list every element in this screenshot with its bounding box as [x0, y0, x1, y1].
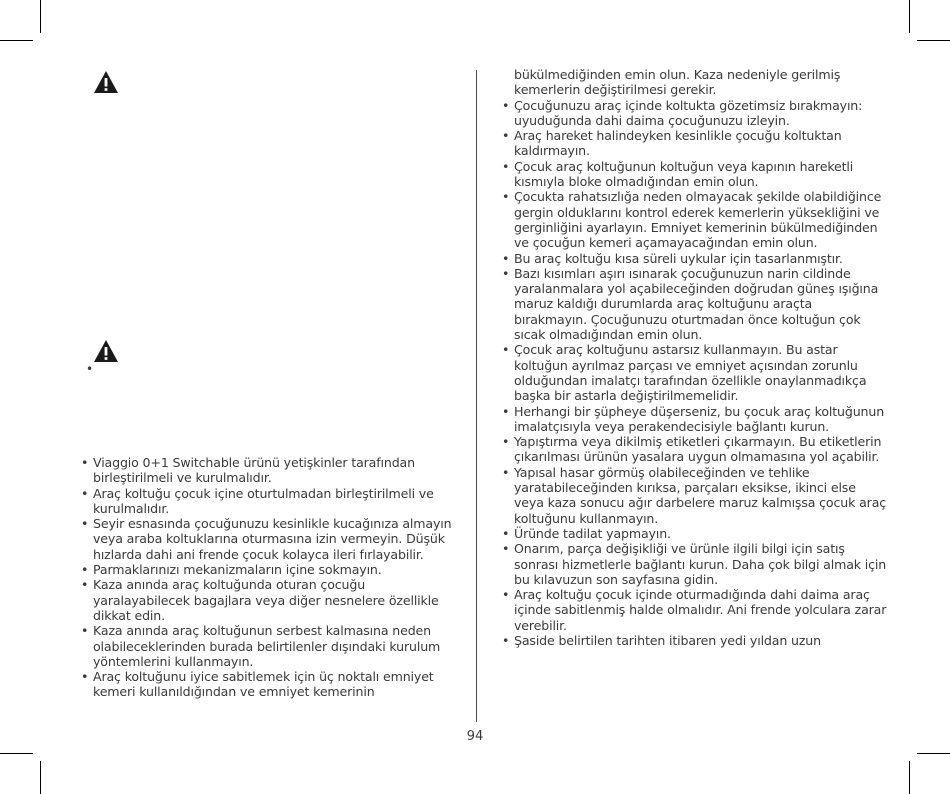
crop-mark-top-right-h [917, 40, 950, 41]
list-item: • Seyir esnasında çocuğunuzu kesinlikle kucağınıza almayın veya araba koltuklarına oturmasına izin vermeyin. Düşük hızlarda dahi ani frende çocuk kolayca ileri fırlayabilir. [81, 516, 464, 562]
page-number: 94 [466, 729, 484, 744]
right-column [502, 67, 888, 648]
list-item: • Kaza anında araç koltuğunda oturan çocuğu yaralayabilecek bagajlara veya diğer nesnelere özellikle dikkat edin. [81, 577, 464, 623]
list-item: • Çocuğunuzu araç içinde koltukta gözetimsiz bırakmayın: uyuduğunda dahi daima çocuğunuzu izleyin. [502, 98, 888, 129]
empty-bullet: • [86, 362, 94, 376]
crop-mark-top-right-v [909, 0, 910, 33]
warning-icon [93, 70, 119, 94]
list-item: • Kaza anında araç koltuğunun serbest kalmasına neden olabileceklerinden burada belirtilenler dışındaki kurulum yöntemlerini kullanmayın. [81, 623, 464, 669]
list-item: • Araç koltuğu çocuk içinde oturmadığında dahi daima araç içinde sabitlenmiş halde olmalıdır. Ani frende yolculara zarar verebilir. [502, 587, 888, 633]
list-item: • Çocuk araç koltuğunun koltuğun veya kapının hareketli kısmıyla bloke olmadığından emin olun. [502, 159, 888, 190]
list-item: • Bazı kısımları aşırı ısınarak çocuğunuzun narin cildinde yaralanmalara yol açabileceğinden doğrudan güneş ışığına maruz kaldığı durumlarda araç koltuğunu araçta bırakmayın. Çocuğunuzu oturtmadan önce koltuğun çok sıcak olmadığından emin olun. [502, 266, 888, 342]
list-item: • Herhangi bir şüpheye düşerseniz, bu çocuk araç koltuğunun imalatçısıyla veya perakendecisiyle bağlantı kurun. [502, 404, 888, 435]
list-item: • Üründe tadilat yapmayın. [502, 526, 888, 541]
list-item: • Çocukta rahatsızlığa neden olmayacak şekilde olabildiğince gergin olduklarını kontrol ederek kemerlerin yüksekliğini ve gerginliğini ayarlayın. Emniyet kemerinin bükülmediğinden ve çocuğun kemeri açamayacağından emin olun. [502, 189, 888, 250]
list-item: • Yapısal hasar görmüş olabileceğinden ve tehlike yaratabileceğinden kırıksa, parçaları eksikse, ikinci else veya kaza sonucu ağır darbelere maruz kalmışsa çocuk araç koltuğunu kullanmayın. [502, 465, 888, 526]
list-item: • Bu araç koltuğu kısa süreli uykular için tasarlanmıştır. [502, 251, 888, 266]
warning-icon-2 [93, 339, 119, 363]
list-item: • Yapıştırma veya dikilmiş etiketleri çıkarmayın. Bu etiketlerin çıkarılması ürünün yasalara uygun olmamasına yol açabilir. [502, 434, 888, 465]
list-item: • Çocuk araç koltuğunu astarsız kullanmayın. Bu astar koltuğun ayrılmaz parçası ve emniyet açısından zorunlu olduğundan imalatçı tarafından özellikle onaylanmadıkça başka bir astarla değiştirilmemelidir. [502, 342, 888, 403]
column-divider [476, 70, 477, 722]
right-bullet-list [502, 67, 888, 648]
crop-mark-bottom-left-v [40, 761, 41, 794]
list-item: • Araç koltuğu çocuk içine oturtulmadan birleştirilmeli ve kurulmalıdır. [81, 486, 464, 517]
list-item: • Araç hareket halindeyken kesinlikle çocuğu koltuktan kaldırmayın. [502, 128, 888, 159]
list-item: • Parmaklarınızı mekanizmaların içine sokmayın. [81, 562, 464, 577]
list-item: • Onarım, parça değişikliği ve ürünle ilgili bilgi için satış sonrası hizmetlerle bağlantı kurun. Daha çok bilgi almak için bu kılavuzun son sayfasına gidin. [502, 541, 888, 587]
list-item: • Şaside belirtilen tarihten itibaren yedi yıldan uzun [502, 633, 888, 648]
crop-mark-bottom-right-v [909, 761, 910, 794]
left-column [81, 455, 464, 700]
list-item: • Araç koltuğunu iyice sabitlemek için üç noktalı emniyet kemeri kullanıldığından ve emniyet kemerinin [81, 669, 464, 700]
left-bullet-list [81, 455, 464, 700]
list-item: • Viaggio 0+1 Switchable ürünü yetişkinler tarafından birleştirilmeli ve kurulmalıdır. [81, 455, 464, 486]
crop-mark-top-left-h [0, 40, 33, 41]
crop-mark-bottom-left-h [0, 753, 33, 754]
list-item-continuation: bükülmediğinden emin olun. Kaza nedeniyle gerilmiş kemerlerin değiştirilmesi gerekir. [514, 67, 841, 98]
crop-mark-top-left-v [40, 0, 41, 33]
crop-mark-bottom-right-h [917, 753, 950, 754]
